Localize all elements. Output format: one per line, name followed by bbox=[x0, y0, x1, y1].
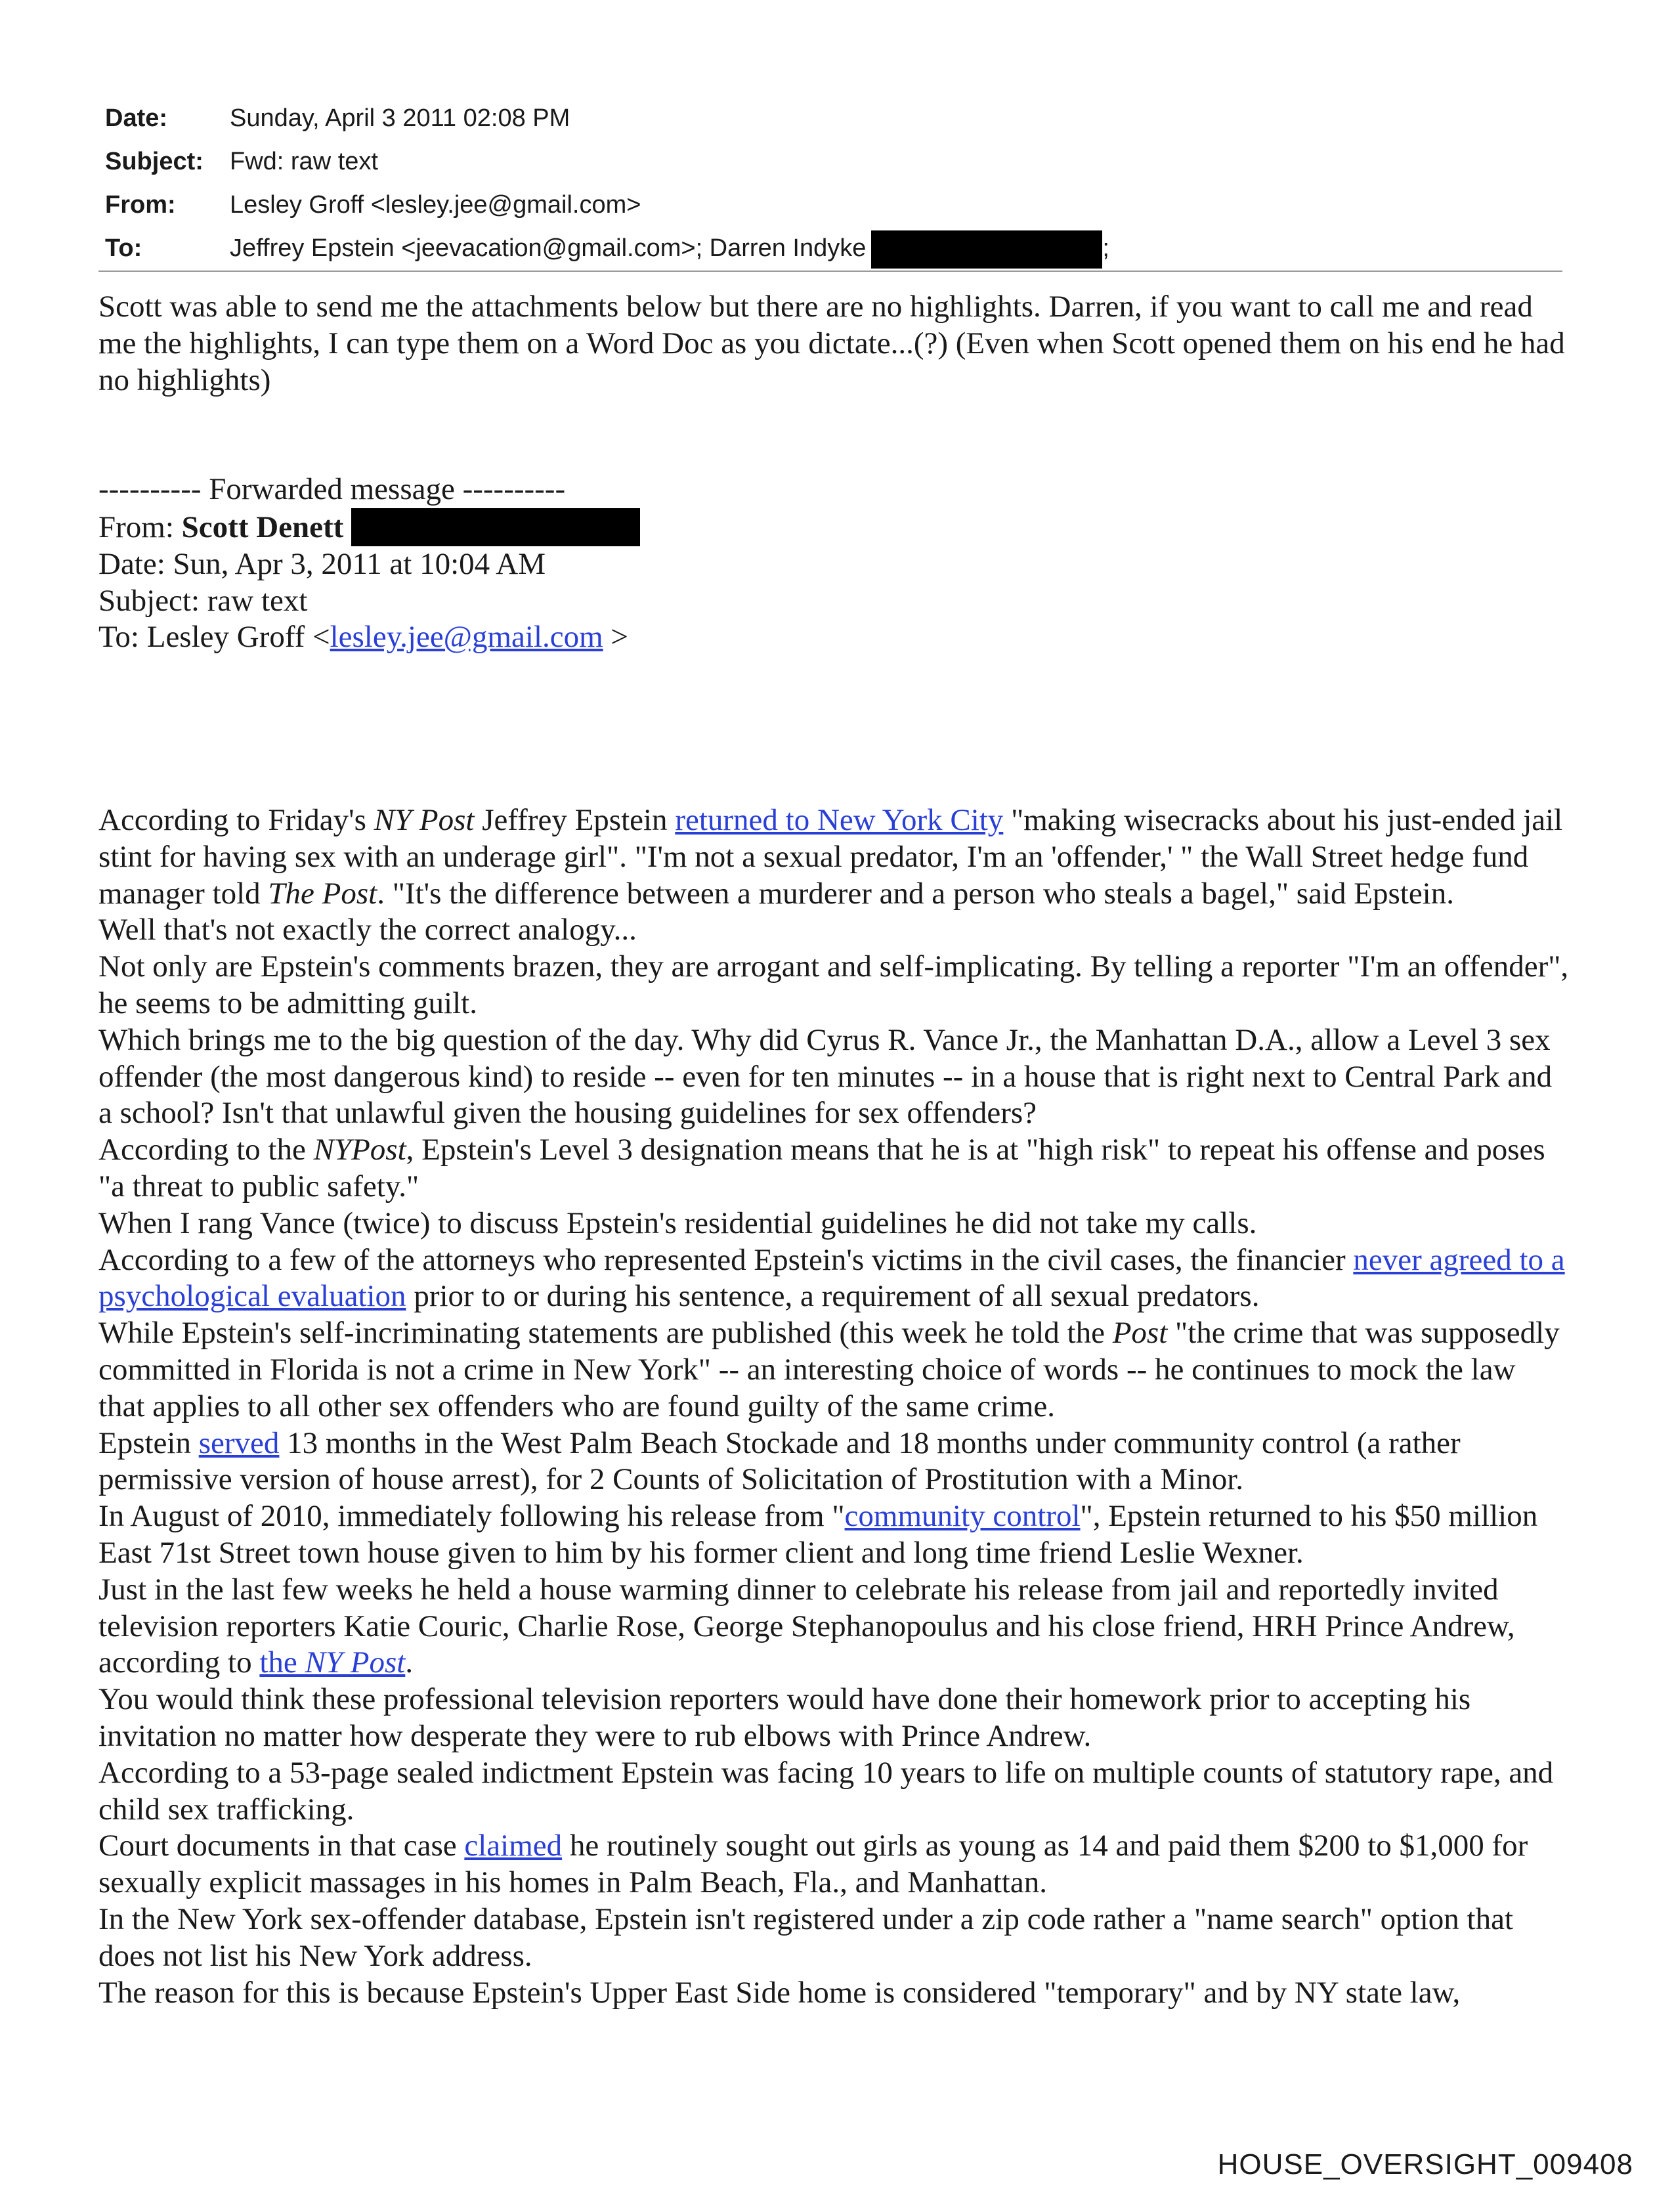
article-body bbox=[98, 802, 1569, 2011]
subject-label: Subject: bbox=[105, 148, 204, 175]
text-run: According to Friday's bbox=[98, 803, 374, 837]
forward-from-line bbox=[98, 508, 1569, 546]
publication-name: NYPost bbox=[313, 1133, 406, 1167]
article-paragraph bbox=[98, 1425, 1569, 1499]
forward-date-line: Date: Sun, Apr 3, 2011 at 10:04 AM bbox=[98, 546, 546, 581]
to-value-wrap bbox=[230, 227, 1562, 270]
to-suffix: ; bbox=[1102, 234, 1109, 262]
intro-block bbox=[98, 289, 1569, 399]
redaction-box bbox=[871, 230, 1102, 269]
served-link[interactable]: served bbox=[198, 1425, 280, 1460]
article-paragraph bbox=[98, 1315, 1569, 1425]
forward-from-label: From: bbox=[98, 510, 174, 544]
text-run: In August of 2010, immediately following his release from " bbox=[98, 1499, 845, 1534]
article-paragraph: Not only are Epstein's comments brazen, they are arrogant and self-implicating. By telling a reporter "I'm an offender", he seems to be admitting guilt. bbox=[98, 949, 1569, 1020]
text-run: 13 months in the West Palm Beach Stockade and 18 months under community control (a rather permissive version of house arrest), for 2 Counts of Solicitation of Prostitution with a Minor. bbox=[98, 1425, 1461, 1497]
publication-name: NY Post bbox=[374, 803, 475, 837]
text-run: ", Epstein returned to his $50 million East 71st Street town house given to him by his former client and long time friend Leslie Wexner. bbox=[98, 1499, 1538, 1570]
from-value: Lesley Groff <lesley.jee@gmail.com> bbox=[230, 191, 641, 219]
returned-to-nyc-link[interactable]: returned to New York City bbox=[675, 803, 1004, 837]
ny-post-link[interactable] bbox=[259, 1645, 405, 1680]
psychological-evaluation-link[interactable]: never agreed to a psychological evaluation bbox=[98, 1242, 1565, 1314]
article-paragraph bbox=[98, 1132, 1569, 1205]
text-run: prior to or during his sentence, a requirement of all sexual predators. bbox=[406, 1279, 1260, 1314]
email-header bbox=[105, 97, 1562, 270]
text-run: he routinely sought out girls as young as 14 and paid them $200 to $1,000 for sexually explicit massages in his homes in Palm Beach, Fla., and Manhattan. bbox=[98, 1829, 1528, 1900]
date-label: Date: bbox=[105, 104, 168, 132]
text-run: "the crime that was supposedly committed in Florida is not a crime in New York" -- an interesting choice of words -- he continues to mock the law that applies to all other sex offenders who are found guilty of the same crime. bbox=[98, 1316, 1560, 1423]
article-paragraph bbox=[98, 1828, 1569, 1901]
text-run: Epstein bbox=[98, 1425, 199, 1460]
text-run: . "It's the difference between a murderer and a person who steals a bagel," said Epstein. bbox=[377, 876, 1454, 911]
subject-row bbox=[105, 140, 1562, 183]
article-paragraph: According to a 53-page sealed indictment Epstein was facing 10 years to life on multiple counts of statutory rape, and child sex trafficking. bbox=[98, 1755, 1554, 1827]
article-paragraph bbox=[98, 1498, 1569, 1572]
forward-to-prefix: To: Lesley Groff < bbox=[98, 620, 330, 655]
text-run: While Epstein's self-incriminating statements are published (this week he told the bbox=[98, 1316, 1113, 1351]
forward-separator: ---------- Forwarded message ---------- bbox=[98, 472, 566, 506]
article-paragraph: You would think these professional television reporters would have done their homework prior to accepting his invitation no matter how desperate they were to rub elbows with Prince Andrew. bbox=[98, 1682, 1471, 1753]
redaction-box bbox=[351, 508, 640, 546]
link-text: NY Post bbox=[305, 1645, 406, 1680]
header-divider bbox=[98, 271, 1562, 272]
article-paragraph: Well that's not exactly the correct analogy... bbox=[98, 913, 637, 947]
forward-to-suffix: > bbox=[603, 620, 628, 655]
text-run: , Epstein's Level 3 designation means that he is at "high risk" to repeat his offense and poses "a threat to public safety." bbox=[98, 1133, 1545, 1204]
to-label: To: bbox=[105, 234, 142, 262]
text-run: Jeffrey Epstein bbox=[474, 803, 676, 837]
article-paragraph bbox=[98, 802, 1569, 912]
text-run: According to the bbox=[98, 1133, 314, 1167]
subject-value: Fwd: raw text bbox=[230, 148, 378, 175]
forward-subject-line: Subject: raw text bbox=[98, 583, 308, 618]
forwarded-header bbox=[98, 471, 1569, 656]
date-row bbox=[105, 97, 1562, 140]
text-run: According to a few of the attorneys who represented Epstein's victims in the civil cases, the financier bbox=[98, 1242, 1354, 1277]
article-paragraph bbox=[98, 1572, 1569, 1681]
link-text: the bbox=[259, 1645, 305, 1680]
article-paragraph: When I rang Vance (twice) to discuss Epstein's residential guidelines he did not take my calls. bbox=[98, 1205, 1257, 1240]
text-run: Court documents in that case bbox=[98, 1829, 465, 1863]
article-paragraph: In the New York sex-offender database, Epstein isn't registered under a zip code rather a "name search" option that does not list his New York address. bbox=[98, 1901, 1514, 1973]
claimed-link[interactable]: claimed bbox=[464, 1829, 563, 1863]
forward-to-line bbox=[98, 619, 1569, 656]
article-paragraph bbox=[98, 1242, 1569, 1316]
article-paragraph: Which brings me to the big question of the day. Why did Cyrus R. Vance Jr., the Manhattan D.A., allow a Level 3 sex offender (the most dangerous kind) to reside -- even for ten minutes -- in a house that is right next to Central Park and a school? Isn't that unlawful given the housing guidelines for sex offenders? bbox=[98, 1022, 1553, 1131]
from-row bbox=[105, 183, 1562, 227]
article-paragraph: The reason for this is because Epstein's Upper East Side home is considered "temporary" and by NY state law, bbox=[98, 1975, 1461, 2010]
date-value: Sunday, April 3 2011 02:08 PM bbox=[230, 104, 570, 132]
intro-paragraph: Scott was able to send me the attachments below but there are no highlights. Darren, if you want to call me and read me the highlights, I can type them on a Word Doc as you dictate...(?) (Even when Scott opened them on his end he had no highlights) bbox=[98, 290, 1565, 397]
to-row bbox=[105, 227, 1562, 270]
document-id-stamp: HOUSE_OVERSIGHT_009408 bbox=[1217, 2148, 1633, 2180]
community-control-link[interactable]: community control bbox=[844, 1499, 1081, 1534]
publication-name: The Post bbox=[268, 876, 377, 911]
forward-to-email-link[interactable]: lesley.jee@gmail.com bbox=[330, 620, 603, 655]
from-label: From: bbox=[105, 191, 176, 219]
to-value: Jeffrey Epstein <jeevacation@gmail.com>; Darren Indyke bbox=[230, 234, 867, 262]
forward-from-name: Scott Denett bbox=[181, 510, 344, 544]
publication-name: Post bbox=[1112, 1316, 1168, 1351]
text-run: "making wisecracks about his just-ended jail stint for having sex with an underage girl". "I'm not a sexual predator, I'm an 'offender,' " the Wall Street hedge fund manager told bbox=[98, 803, 1563, 911]
text-run: . bbox=[405, 1645, 414, 1680]
text-run: Just in the last few weeks he held a house warming dinner to celebrate his release from jail and reportedly invited television reporters Katie Couric, Charlie Rose, George Stephanopoulus and his close friend, HRH Prince Andrew, according to bbox=[98, 1572, 1515, 1680]
